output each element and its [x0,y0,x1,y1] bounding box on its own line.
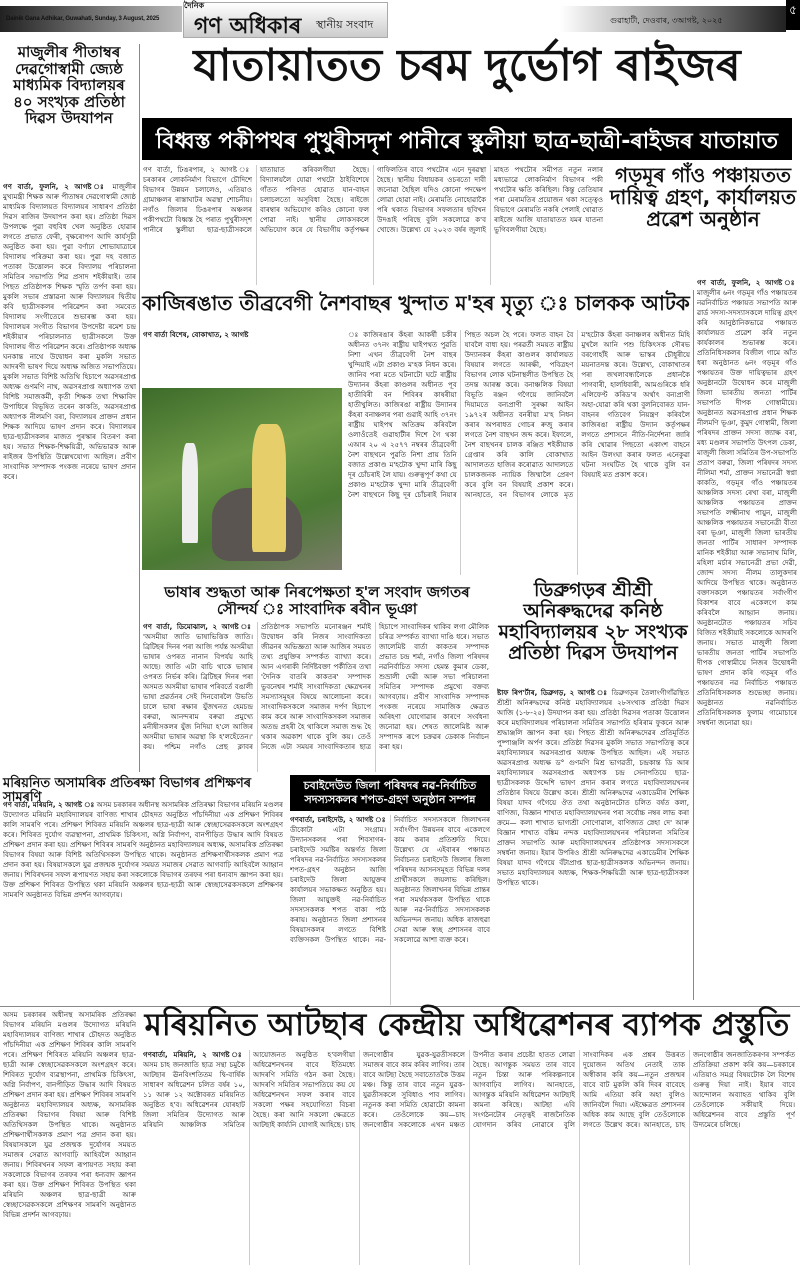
morioni-defence-body [3,800,283,1005]
column-divider [693,290,694,1000]
road-body: গণ বাৰ্তা, ঢিঙৰপাৰ, ২ আগষ্ট ঃ চৰকাৰৰ লোকনিৰ্মাণ বিভাগে চৌদিশে বিভাগৰ উন্নয়ন চলালেও, এতিয়াও গ্ৰামাঞ্চলৰ ৰাস্তাঘাটৰ অৱস্থা শোচনীয়। নগাঁও জিলাৰ ঢিঙৰপাৰ অঞ্চলৰ পকীপথটো বিধ্বস্ত হৈ পৰাত পুখুৰীসদৃশ পানীৰে স্কুলীয়া ছাত্ৰ-ছাত্ৰীসকলে যাতায়াত কৰিবলগীয়া হৈছে। বিদ্যালয়লৈ যোৱা পথটো ঠাইবিশেষে গাঁতত পৰিণত হোৱাত যান-বাহন চলাচলতো অসুবিধা হৈছে। ৰাইজে বাৰম্বাৰ অভিযোগ কৰিও কোনো ফল পোৱা নাই। স্থানীয় লোকসকলে অভিযোগ কৰে যে বিভাগীয় কৰ্তৃপক্ষৰ গাফিলতিৰ বাবে পথটোৰ এনে দুৰৱস্থা হৈছে। স্থানীয় বিধায়কৰ ওচৰতো দাবী জনোৱা হৈছিল যদিও কোনো পদক্ষেপ লোৱা হোৱা নাই। মেৰামতি নোহোৱাকৈ পৰি থকাত বিভাগৰ সফলতাৰ ছবিখন উদঙাই পৰিছে বুলি সকলোৱে ক'ব খোজে। উল্লেখ্য যে ২০২৩ বৰ্ষৰ জুলাই মাহত পথটোৰ সমীপত নতুন নলাৰ মধ্যভাৱে লোকনিৰ্মাণ বিভাগৰ পকী পথটোৰ ক্ষতি কৰিছিল। কিন্তু তেতিয়াৰ পৰা মেৰামতিৰ প্ৰয়োজন থকা সত্ত্বেও বিভাগে মেৰামতি নকৰি পেলাই থোৱাত ৰাইজে আজি যাতায়াতত যমৰ যাতনা ভুগিবলগীয়া হৈছে। [143,166,603,234]
majuli-body [3,182,136,770]
dateline: গণ বাৰ্তা, ফুলনি, ২ আগষ্ট ঃ [3,183,108,191]
morioni-defence-headline: মৰিয়নিত অসামৰিক প্ৰতিৰক্ষা বিভাগৰ প্ৰশিক্ষণৰ সামৰণি [3,776,252,806]
column-divider [139,44,140,772]
page-number: ৫ [786,0,800,30]
dateline: গণ বাৰ্তা বিশেষ, বোকাখাত, ২ আগষ্ট [143,331,249,339]
atsa-body [143,1050,795,1265]
article-text: মাজুলীৰ ৬নং গড়মূৰ গাঁও পঞ্চায়তৰ নৱনিৰ্বাচিত পঞ্চায়ত সভাপতি আৰু ৱাৰ্ড সদস্য-সদস্যাসকলে দায়িত্ব গ্ৰহণ কৰি আনুষ্ঠানিকভাৱে পঞ্চায়ত কাৰ্যালয়ত প্ৰৱেশ কৰি নতুন কাৰ্যকালৰ শুভাৰম্ভ কৰে। প্ৰতিনিধিসকলৰ বিজীল গামে আঁত ধৰা অনুষ্ঠানত ৬নং গড়মূৰ গাঁও পঞ্চায়তৰ উক্ত দায়িত্বভাৰ গ্ৰহণ অনুষ্ঠানটো উদ্বোধন কৰে মাজুলী জিলা ভাৰতীয় জনতা পাৰ্টিৰ সভাপতি দীপক গোস্বামীয়ে। অনুষ্ঠানত অৱসৰপ্ৰাপ্ত প্ৰধান শিক্ষক নীলমণি ভূঞা, কুমুদ গোস্বামী, জিলা পৰিষদৰ প্ৰাক্তন সদস্য জ্যাক্ষ বৰা, মধ্য মণ্ডলৰ সভাপতি উৎপল ডেকা, মাজুলী জিলা সমিতিৰ উপ-সভাপতি প্ৰতাপ বৰুৱা, জিলা পৰিষদৰ সদস্য নীলিমা শৰ্মা, প্ৰাক্তন সভানেত্ৰী স্বপ্না কাকতি, গড়মূৰ গাঁও পঞ্চায়তৰ আঞ্চলিক সদস্য ৰেখা বৰা, মাজুলী আঞ্চলিক পঞ্চায়তৰ প্ৰাক্তন সভাপতি লক্ষ্মীনাথ পায়ুন, মাজুলী আঞ্চলিক পঞ্চায়তৰ সভানেত্ৰী বীতা বৰা ভূঞা, মাজুলী জিলা ভাৰতীয় জনতা পাৰ্টিৰ সাধাৰণ সম্পাদক মানিক শইকীয়া আৰু সভানাথ মিলি, মহিলা মৰ্চাৰ সভানেত্ৰী প্ৰভা দেৱী, জোন্দ সদস্য নীলম তালুকদাৰ আদিয়ে উপস্থিত থাকে। অনুষ্ঠানত বক্তাসকলে পঞ্চায়তৰ সৰ্বাংগীণ বিকাশৰ বাবে একেলগে কাম কৰিবলৈ আহ্বান জনায়। অনুষ্ঠানটোত পঞ্চায়তৰ সচিব বিজিত শইকীয়াই সকলোকে আদৰণি জনায়। সভাত মাজুলী জিলা ভাৰতীয় জনতা পাৰ্টিৰ সভাপতি দীপক গোস্বামীয়ে নিজৰ উদ্বোধনী ভাষণ প্ৰদান কৰি গড়মূৰ গাঁও পঞ্চায়তৰ নৱ নিৰ্বাচিত পঞ্চায়ত প্ৰতিনিধিসকলক শুভেচ্ছা জনায়। অনুষ্ঠানত নৱনিৰ্বাচিত প্ৰতিনিধিসকলক ফুলাম গামোচাৰে সম্বৰ্ধনা জনোৱা হয়। [697,289,797,727]
dibrugarh-body [497,688,689,1000]
bhasha-body [143,622,489,772]
person-shape [252,424,286,551]
article-text: অসম চৰকাৰৰ অধীনস্থ অসামৰিক প্ৰতিৰক্ষা বিভাগৰ মৰিয়নি মণ্ডলৰ উদ্যোগত মৰিয়নি মহাবিদ্যালয়ৰ বাণিজ্য শাখাৰ চৌহদত অনুষ্ঠিত পাঁচদিনীয়া এক প্ৰশিক্ষণ শিবিৰৰ কালি সামৰণি পৰে। প্ৰশিক্ষণ শিবিৰত মৰিয়নি অঞ্চলৰ ছাত্ৰ-ছাত্ৰী আৰু স্বেচ্ছাসেৱকসকলে অংশগ্ৰহণ কৰে। শিবিৰত দুৰ্যোগ ব্যৱস্থাপনা, প্ৰাথমিক চিকিৎসা, অগ্নি নিৰ্বাপণ, বানপীড়িত উদ্ধাৰ আদি বিষয়ত প্ৰশিক্ষণ প্ৰদান কৰা হয়। প্ৰশিক্ষণ শিবিৰৰ সামৰণি অনুষ্ঠানত মহাবিদ্যালয়ৰ অধ্যক্ষ, অসামৰিক প্ৰতিৰক্ষা বিভাগৰ বিষয়া আৰু বিশিষ্ট অতিথিসকল উপস্থিত থাকে। অনুষ্ঠানত প্ৰশিক্ষণাৰ্থীসকলক প্ৰমাণ পত্ৰ প্ৰদান কৰা হয়। বিষয়াসকলে যুৱ প্ৰজন্মক দুৰ্যোগৰ সময়ত সমাজৰ সেৱাত আগবাঢ়ি আহিবলৈ আহ্বান জনায়। শিবিৰখনৰ সফল ৰূপায়ণত সহায় কৰা সকলোকে বিভাগৰ তৰফৰ পৰা ধন্যবাদ জ্ঞাপন কৰা হয়। উক্ত প্ৰশিক্ষণ শিবিৰত উপস্থিত থকা মৰিয়নি অঞ্চলৰ ছাত্ৰ-ছাত্ৰী আৰু স্বেচ্ছাসেৱকসকলে প্ৰশিক্ষণৰ সামৰণি অনুষ্ঠানত বিভিন্ন প্ৰদৰ্শন আগবঢ়ায়। [3,801,283,899]
assamese-dateline: গুৱাহাটী, দেওবাৰ, ৩আগষ্ট, ২০২৫ [560,6,786,32]
main-subheadline: বিধ্বস্ত পকীপথৰ পুখুৰীসদৃশ পানীৰে স্কুলীয়া ছাত্ৰ-ছাত্ৰী-ৰাইজৰ যাতায়াত [142,118,792,160]
garmur-headline: গড়মূৰ গাঁও পঞ্চায়তত দায়িত্ব গ্ৰহণ, কাৰ্যালয়ত প্ৰৱেশ অনুষ্ঠান [610,163,796,231]
bhasha-headline: ভাষাৰ শুদ্ধতা আৰু নিৰপেক্ষতা হ'ল সংবাদ জগতৰ সৌন্দৰ্য ঃ সাংবাদিক ৰবীন ভূঞা [164,583,470,618]
article-text: অসম চাহ জনজাতি ছাত্ৰ সন্থা চমুকৈ আটছাৰ ঊনবিংশতিতম দ্বি-বাৰ্ষিক সাধাৰণ অধিৱেশন চলিত বৰ্ষৰ ১০, ১১ আৰু ১২ অক্টোবৰত মৰিয়নিত অনুষ্ঠিত হ'ব। অধিৱেশনৰ যোৰহাট জিলা সমিতিৰ উদ্যোগত আৰু মৰিয়নি আঞ্চলিক সমিতিৰ আয়োজনত অনুষ্ঠিত হ'বলগীয়া অধিৱেশনখনৰ বাবে ইতিমধ্যে আদৰণি সমিতি গঠন কৰা হৈছে। আদৰণি সমিতিৰ সভাপতিয়ে কয় যে অধিৱেশনখন সফল কৰাৰ বাবে সকলো পক্ষৰ সহযোগিতা বিচৰা হৈছে। কৰা আনি সকলো ক্ষেত্ৰতে আটছাই কাৰ্য্যনি যোগাই আহিছে। চাহ জনগোষ্ঠীৰ যুৱক-যুৱতীসকলে সমাজৰ বাবে কাম কৰিব লাগিব। তাৰ বাবে আটছা হৈছে সবাতোতকৈ উত্তম মঞ্চ। কিন্তু তাৰ বাবে নতুন যুৱক-যুৱতীসকলে সুবিধাও পাব লাগিব। নতুনক কৰা সমিতি হোৱাটো কামনা কৰে। তেওঁলোকে কয়—চাহ জনগোষ্ঠীৰ সকলোকে এখন মঞ্চত উপনীত কৰাৰ প্ৰচেষ্টা হাতত লোৱা হৈছে। আগন্তুক সময়ত তাৰ বাবে নতুন চিন্তা আৰু পৰিকল্পনাৰে আগবাঢ়িব লাগিব। আনহাতে, আগন্তুক মৰিয়নি অধিৱেশন আটছাই কামনা কৰিছে। আটছা এবি সংগঠনটোৰ নেতৃত্বই ৰাজনৈতিক যোগদান কৰিব নোৱাৰে বুলি সাংবাদিকৰ এক প্ৰশ্নৰ উত্তৰত দুয়োজন অতিথ নেতাই তাক অস্বীকাৰ কৰি কয়—নতুন প্ৰজন্মৰ বাবে বাট মুকলি কৰি দিবৰ বাবেহে আমি এতিয়া কৰি অহা বুলিও জানিবলৈ দিয়া। এইক্ষেত্ৰত প্ৰশাসনৰ অধিক কাম আছে বুলি তেওঁলোকে লগতে উল্লেখ কৰে। আনহাতে, চাহ জনগোষ্ঠীৰ জনজাতিকৰণৰ সম্পৰ্কত প্ৰতিক্ৰিয়া প্ৰকাশ কৰি কয়—চৰকাৰে এতিয়াও সমগ্ৰ বিষয়টোক লৈ বিশেষ গুৰুত্ব দিয়া নাই। ইয়াৰ বাবে আন্দোলন অব্যাহত থাকিব বুলি তেওঁলোকে সকীয়াই দিয়ে। অধিৱেশনৰ বাবে প্ৰস্তুতি পূৰ্ণ উদ্যমেৰে চলিছে। [143,1051,795,1129]
dateline: গণ বাৰ্তা, ডিমোঝাল, ২ আগষ্ট ঃ [143,623,253,631]
article-text: ডীকোটা এটা সংগ্ৰাম। উদ্যানসকলৰ পৰা শিবসাগৰ-চৰাইদেউ সমষ্টিৰ অন্তৰ্গত জিলা পৰিষদৰ নৱ-নিৰ্বাচিত সদস্যসকলৰ শপত-গ্ৰহণ অনুষ্ঠান আজি চৰাইদেউ জিলা আয়ুক্তৰ কাৰ্যালয়ৰ সভাকক্ষত অনুষ্ঠিত হয়। জিলা আয়ুক্তই নৱ-নিৰ্বাচিত সদস্যসকলক শপত বাক্য পাঠ কৰায়। অনুষ্ঠানত জিলা প্ৰশাসনৰ বিষয়াসকলৰ লগতে বিশিষ্ট ব্যক্তিসকল উপস্থিত থাকে। নৱ-নিৰ্বাচিত সদস্যসকলে জিলাখনৰ সৰ্বাংগীণ উন্নয়নৰ বাবে একেলগে কাম কৰাৰ প্ৰতিশ্ৰুতি দিয়ে। উল্লেখ্য যে এইবাৰৰ পঞ্চায়ত নিৰ্বাচনত চৰাইদেউ জিলাৰ জিলা পৰিষদৰ আসনসমূহত বিভিন্ন দলৰ প্ৰাৰ্থীসকলে জয়লাভ কৰিছিল। অনুষ্ঠানত জিলাখনৰ বিভিন্ন প্ৰান্তৰ পৰা সমৰ্থকসকল উপস্থিত থাকে আৰু নৱ-নিৰ্বাচিত সদস্যসকলক অভিনন্দন জনায়। অধিক ৰাজহুৱা সেৱা আৰু স্বচ্ছ প্ৰশাসনৰ বাবে সকলোৱে আশা ব্যক্ত কৰে। [290,816,490,944]
masthead-logo[interactable] [183,2,388,38]
kaziranga-dateline-block [143,330,343,385]
dateline: ষ্টাফ ৰিপ'ৰ্টাৰ, ডিব্ৰুগড়, ২ আগষ্ট ঃ [497,689,609,697]
garmur-body [697,278,797,1000]
article-text: 'অসমীয়া জাতি ভাষাভিত্তিক জাতি। ব্ৰিটিছৰ দিনৰ পৰা আজি পৰ্যন্ত অসমীয়া ভাষাৰ ওপৰত নানান বিপৰ্যয় আহি আছে। জাতি এটা বাচি থাকে ভাষাৰ ওপৰত নিৰ্ভৰ কৰি। ব্ৰিটিছৰ দিনৰ পৰা অসমত অসমীয়া ভাষাৰ পৰিবৰ্তে বঙালী ভাষা প্ৰৱৰ্তনৰ সেই দিনবোৰলৈ উভতি চালে ভাষা ৰক্ষাৰ যুঁজখনত হেমচন্দ্ৰ বৰুৱা, আনন্দৰাম বৰুৱা প্ৰমুখ্যে মনীষীসকলৰ যুঁজ নিদিয়া হ'লে আজিৰ অসমীয়া ভাষাৰ অৱস্থা কি হ'লহেঁতেন।' কয়। পশ্চিম নগাঁও প্ৰেছ ক্লাবৰ প্ৰতিষ্ঠাপক সভাপতি মনোৰঞ্জন শৰ্মাই উদ্বোধন কৰি নিজৰ সাংবাদিকতা জীৱনৰ অভিজ্ঞতা আৰু আজিৰ সময়ত তথ্য প্ৰযুক্তিৰ সম্পৰ্কত ব্যাখ্যা কৰে। আন এগৰাকী নিৰ্দিষ্টবক্তা পৰ্কীতিৰ তথা 'দৈনিক বাতৰি কাকতৰ' সম্পাদক ভুবনেশ্বৰ শৰ্মাই সাংবাদিকতা ক্ষেত্ৰখনৰ সমস্যাসমূহৰ বিষয়ে আলোচনা কৰে। সাংবাদিকসকলে সমাজৰ দৰ্পণ হিচাপে কাম কৰে আৰু সাংবাদিকসকল সমাজৰ অতন্দ্ৰ প্ৰহৰী হৈ থাকিলে সমাজ শুদ্ধ হৈ থকাৰ অৱকাশ থাকে বুলি কয়। তেওঁ নিজে এটা সময়ৰ সাংবাদিকতাৰ ছাত্ৰ হিচাপে সাংবাদিকৰ থাকিব লগা মৌলিক চৰিত্ৰ সম্পৰ্কত ব্যাখ্যা দাঙি ধৰে। সভাত জালেমিষ্ট বাৰ্তা কাকতৰ সম্পাদক প্ৰভাত চন্দ্ৰ শৰ্মা, নগাঁও জিলা পৰিষদৰ নৱনিৰ্বাচিত সদস্য হেমন্ত কুমাৰ ডেকা, শুভ্ৰালী দেৱী আৰু সভা পৰিচালনা সমিতিৰ সম্পাদক প্ৰমুখ্যে বক্তব্য আগবঢ়ায়। প্ৰবীণ সাংবাদিক সম্পাদক পংকজ নৰেয়ে সামাজিক ক্ষেত্ৰত অৰিহণা যোগোৱাৰ কাৰণে সংৰ্বধনা জনোৱা হয়। শেষত জালেমিষ্ট আৰু সম্পাদক ৰূপে চক্ৰৱৰ ডেকাক নিৰ্বাচন কৰা হয়। [143,623,489,751]
kaziranga-body: ঃ কাজিৰঙাৰ কঁহৰা আকৰ্ষী চকীৰ অধীনত ৩৭নং ৰাষ্ট্ৰীয় ঘাইপথত পুৱতি নিশা এখন তীব্ৰবেগী নৈশ বাছৰ খুন্দিয়াই এটা প্ৰকাণ্ড ম'হক নিধন কৰে। জানিব পৰা মতে ঘটনাটো ঘটে ৰাষ্ট্ৰীয় উদ্যানৰ কঁহৰা কাণ্ডলৰ অধীনত পূব হাতীবিৰী বন শিবিৰৰ কাষৰীয়া হাতীখুলিত। কাজিৰঙা ৰাষ্ট্ৰীয় উদ্যানৰ কঁহৰা বনাঞ্চলৰ পৰা গুৱাই আহি ৩৭নং ৰাষ্ট্ৰীয় ঘাইপথ অতিক্ৰম কৰিবলৈ ওলাওঁতেই গুৱাহাটীৰ দিশে গৈ থকা এআৰ ২০ এ ২৫৭৭ নম্বৰৰ তীব্ৰবেগী নৈশ বাছখনে পুৱতি নিশা প্ৰায় তিনি বজাত প্ৰকাণ্ড ম'হটোক খুন্দা মাৰি কিছু দূৰ চোঁচৰাই লৈ যায়। গুৰুত্বপূৰ্ণ কথা যে প্ৰকাণ্ড ম'হটোক খুন্দা মাৰি তীব্ৰবেগী নৈশ বাছখনে কিছু দূৰ চোঁচৰাই নিয়াৰ পিছত অচল হৈ পৰে। ফলত বাহন বৈ যাবলৈ বাধ্য হয়। পৰৱৰ্তী সময়ত ৰাষ্ট্ৰীয় উদ্যানকৰ কঁহৰা কাণ্ডলৰ কাৰ্যালয়ত বিষয়াৰ লগতে আৰক্ষী, পবিত্ৰহণ বিভাগৰ লোক ঘটনাস্থলীত উপস্থিত হৈ তদন্ত আৰম্ভ কৰে। বনাঞ্চলিক বিষয়া বিভূতি ৰঞ্জন গগৈয়ে জানিবলৈ দিয়ামতে বন্যপ্ৰাণী সুৰক্ষা আইন ১৯৭২ৰ অধীনত বনৰীয়া ম'হ নিধন কৰাৰ অপৰাধত গোচৰ ৰুজু কৰাৰ লগতে নৈশ বাছখন জব্দ কৰে। ইফালে, নৈশ বাছখনৰ চালক ৰঞ্জিত শইকীয়াক গ্ৰেপ্তাৰ কৰি কালি বোকাখাত আদালতত হাজিৰ কৰোৱাত আদালতে চালকজনক ন্যায়িক জিম্মালৈ প্ৰেৰণ কৰে বুলি বন বিষয়াই প্ৰকাশ কৰে। আনহাতে, বন বিভাগৰ লোকে মৃত ম'হটোক কঁহৰা বনাঞ্চলৰ অধীনত মিহি মুখলৈ আনি পশু চিকিৎসক সৌৰভ বৰগোহাঁই আৰু ভাস্কৰ চৌধুৰীয়ে ময়নাতদন্ত কৰে। উল্লেখ্য, বোকাখাতৰ পৰা জখলাবন্ধালৈকে প্ৰধানকৈ পাগবাৰী, হালধিবাৰী, আমগুৰিকে ধৰি এলিফেণ্ট কৰিড'ৰ অৰ্থাৎ বন্যপ্ৰাণী অহা-যোৱা কৰি থকা বুলনিবোৰত যান-বাহনৰ গতিবেগ নিয়ন্ত্ৰণ কৰিবলৈ কাজিৰঙা ৰাষ্ট্ৰীয় উদ্যান কৰ্তৃপক্ষৰ লগতে প্ৰশাসনে নীতি-নিৰ্দেশনা জাৰি কৰি থোৱাৰ পিছতো একাংশ বাহনে আইন উলংঘা কৰাৰ ফলত এনেকুৱা ঘটনা সংঘটিত হৈ থাকে বুলি বন বিষয়াই মত প্ৰকাশ কৰে। [348,331,690,499]
dibrugarh-headline: ডিব্ৰুগড়ৰ শ্ৰীশ্ৰী অনিৰুদ্ধদেৱ কনিষ্ঠ মহাবিদ্যালয়ৰ ২৮ সংখ্যক প্ৰতিষ্ঠা দিৱস উদযাপন [498,579,688,664]
article-text: ডিব্ৰুগড়ৰ তৈলাংগীগাঁৱস্থিত শ্ৰীশ্ৰী অনিৰুদ্ধদেৱ কনিষ্ঠ মহাবিদ্যালয়ৰ ২৮সংখ্যক প্ৰতিষ্ঠা দিৱস আজি (১-৮-২৫) উদযাপন কৰা হয়। প্ৰতিষ্ঠা দিৱসৰ পতাকা উত্তোলন কৰে মহাবিদ্যালয়ৰ পৰিচালনা সমিতিৰ সভাপতি হৰিৰাম ফুকনে আৰু শ্ৰদ্ধাঞ্জলি জ্ঞাপন কৰা হয়। পিছত শ্ৰীশ্ৰী অনিৰুদ্ধদেৱৰ প্ৰতিমূৰ্তিত পুষ্পাঞ্জলি অৰ্পণ কৰে। প্ৰতিষ্ঠা দিৱসৰ মুকলি সভাত সভাপতিত্ব কৰে মহাবিদ্যালয়ৰ অৱসৰপ্ৰাপ্ত অধ্যক্ষ উপস্থিত আছিল। এই সভাত অৱসৰপ্ৰাপ্ত অধ্যক্ষ ড° গুণমণি মিশ্ৰ ভাগৱতী, চন্দ্ৰকান্ত ডি আৰ মহাবিদ্যালয়ৰ অৱসৰপ্ৰাপ্ত অধ্যাপক চন্দ্ৰ সেনাপতিয়ে ছাত্ৰ-ছাত্ৰীসকলক উদ্দেশি ভাষণ প্ৰদান কৰাৰ লগতে মহাবিদ্যালয়খনৰ প্ৰতিষ্ঠাৰ বিষয়ে উল্লেখ কৰে। শ্ৰীশ্ৰী অনিৰুদ্ধদেৱ একাডেমীৰ শৈক্ষিক বিষয়া যাদব গগৈয়ে ঔত তথা অনুষ্ঠানটোত চলিত বৰ্ষত কলা, বাণিজ্য, বিজ্ঞান শাখাত মহাবিদ্যালয়খনৰ পৰা সৰ্বোচ্চ নম্বৰ লাভ কৰা ক্ৰমে— কলা শাখাত ভাগ্যশ্ৰী সোণোৱাল, বাণিজ্যত স্নেহা দে' আৰু বিজ্ঞান শাখাত বঙ্কিম নন্দক মহাবিদ্যালয়খনৰ পৰিচালনা সমিতিৰ প্ৰাক্তন সভাপতি আৰু মহাবিদ্যালয়খনৰ প্ৰতিষ্ঠাপক সদস্যসকলে সম্বৰ্ধনা জনায়। ইয়াৰ উপৰিও শ্ৰীশ্ৰী অনিৰুদ্ধদেৱ একাডেমীৰ শৈক্ষিক বিষয়া যাদব গগৈয়ে বঁটাপ্ৰাপ্ত ছাত্ৰ-ছাত্ৰীসকলক অভিনন্দন জনায়। সভাত মহাবিদ্যালয়ৰ অধ্যক্ষ, শিক্ষক-শিক্ষয়িত্ৰী আৰু ছাত্ৰ-ছাত্ৰীসকল উপস্থিত থাকে। [497,689,689,887]
atsa-headline: মৰিয়নিত আটছাৰ কেন্দ্ৰীয় অধিৱেশনৰ ব্যাপক প্ৰস্তুতি [144,1007,790,1043]
majuli-headline: মাজুলীৰ পীতাম্বৰ দেৱগোস্বামী জ্যেষ্ঠ মাধ্যমিক বিদ্যালয়ৰ ৪০ সংখ্যক প্ৰতিষ্ঠা দিৱস উদযাপন [13,43,125,127]
kaziranga-headline: কাজিৰঙাত তীব্ৰবেগী নৈশবাছৰ খুন্দাত ম'হৰ মৃত্যু ঃ চালকক আটক [142,291,690,315]
chabua-headline: চবাইদেউত জিলা পৰিষদৰ নৱ-নিৰ্বাচিত সদস্যসকলৰ শপত-গ্ৰহণ অনুষ্ঠান সম্পন্ন [290,775,490,811]
dateline: গণ বাৰ্তা, মৰিয়নি, ২ আগষ্ট ঃ [3,801,95,809]
dateline: গণবাৰ্তা, মৰিয়নি, ২ আগষ্ট ঃ [143,1051,245,1059]
article-text: মাজুলীৰ মুখ্যমন্ত্ৰী শিক্ষক আৰু পীতাম্বৰ দেৱগোস্বামী জ্যেষ্ঠ মাধ্যমিক বিদ্যালয়ত বিদ্যালয়ৰ সাধাৰণ প্ৰতিষ্ঠা দিৱস ৰাজিৰ উদযাপন কৰা হয়। প্ৰতিষ্ঠা দিৱস উপলক্ষে পুৱা বহুবিধ খেল অনুষ্ঠিত হোৱাৰ লগতে প্ৰভাত ফেৰী, বৃক্ষৰোপণ আদি কাৰ্যসূচী অনুষ্ঠিত কৰা হয়। পুৱা বৰ্ণাঢ্য শোভাযাত্ৰাৰে বিদ্যালয় পৰিক্ৰমা কৰা হয়। পুৱা দহ বজাত পতাকা উত্তোলন কৰে বিদ্যালয় পৰিচালনা সমিতিৰ সভাপতি শিৱ প্ৰসাদ শইকীয়াই। তাৰ পিছত প্ৰতিষ্ঠাপক শিক্ষক স্মৃতি তৰ্পণ কৰা হয়। মুকলি সভাৰ প্ৰস্তাৱনা আৰু বিদ্যালয়ৰ দ্বিতীয় কবি ছাত্ৰীসকলৰ পৰিৱেশন কৰা সমবেত বিদ্যালয় সংগীতেৰে শুভাৰম্ভ কৰা হয়। বিদ্যালয়ৰ সংগীত বিভাগৰ উপদেষ্টা ৰমেশ চন্দ্ৰ শইকীয়াৰ পৰিচালনাত ছাত্ৰীসকলে উক্ত বিদ্যালয় গীত পৰিৱেশন কৰে। প্ৰতিষ্ঠাপক অধ্যক্ষ ঘনকান্ত নাথে উদ্বোধন কৰা মুকলি সভাত আদৰণী ভাষণ দিয়ে অধ্যক্ষ অজিত সভাপতিয়ে। মুকলি সভাত বিশিষ্ট অতিথি হিচাপে অৱসৰপ্ৰাপ্ত অধ্যক্ষ গুণমণি নাথ, অৱসৰপ্ৰাপ্ত অধ্যাপক তথা বিশিষ্ট সমাজকৰ্মী, কৃতী শিক্ষক তথা শিক্ষাবিদ উপাধিৰে বিভূষিত তৰেন কাকতি, অৱসৰপ্ৰাপ্ত অধ্যাপক নীলমণি বৰা, বিদ্যালয়ৰ প্ৰাক্তন প্ৰধান শিক্ষক আদিয়ে ভাষণ প্ৰদান কৰে। বিদ্যালয়ৰ ছাত্ৰ-ছাত্ৰীসকলৰ মাজত পুৰস্কাৰ বিতৰণ কৰা হয়। সভাত শিক্ষক-শিক্ষয়িত্ৰী, অভিভাৱক আৰু ৰাইজৰ উপস্থিতি উল্লেখযোগ্য আছিল। প্ৰবীণ সাংবাদিক সম্পাদক পংকজ নৰেয়ে ভাষণ প্ৰদান কৰে। [3,183,136,481]
left-column-continuation: অসম চৰকাৰৰ অধীনস্থ অসামৰিক প্ৰতিৰক্ষা বিভাগৰ মৰিয়নি মণ্ডলৰ উদ্যোগত মৰিয়নি মহাবিদ্যালয়ৰ বাণিজ্য শাখাৰ চৌহদত অনুষ্ঠিত পাঁচদিনীয়া এক প্ৰশিক্ষণ শিবিৰৰ কালি সামৰণি পৰে। প্ৰশিক্ষণ শিবিৰত মৰিয়নি অঞ্চলৰ ছাত্ৰ-ছাত্ৰী আৰু স্বেচ্ছাসেৱকসকলে অংশগ্ৰহণ কৰে। শিবিৰত দুৰ্যোগ ব্যৱস্থাপনা, প্ৰাথমিক চিকিৎসা, অগ্নি নিৰ্বাপণ, বানপীড়িত উদ্ধাৰ আদি বিষয়ত প্ৰশিক্ষণ প্ৰদান কৰা হয়। প্ৰশিক্ষণ শিবিৰৰ সামৰণি অনুষ্ঠানত মহাবিদ্যালয়ৰ অধ্যক্ষ, অসামৰিক প্ৰতিৰক্ষা বিভাগৰ বিষয়া আৰু বিশিষ্ট অতিথিসকল উপস্থিত থাকে। অনুষ্ঠানত প্ৰশিক্ষণাৰ্থীসকলক প্ৰমাণ পত্ৰ প্ৰদান কৰা হয়। বিষয়াসকলে যুৱ প্ৰজন্মক দুৰ্যোগৰ সময়ত সমাজৰ সেৱাত আগবাঢ়ি আহিবলৈ আহ্বান জনায়। শিবিৰখনৰ সফল ৰূপায়ণত সহায় কৰা সকলোকে বিভাগৰ তৰফৰ পৰা ধন্যবাদ জ্ঞাপন কৰা হয়। উক্ত প্ৰশিক্ষণ শিবিৰত উপস্থিত থকা মৰিয়নি অঞ্চলৰ ছাত্ৰ-ছাত্ৰী আৰু স্বেচ্ছাসেৱকসকলে প্ৰশিক্ষণৰ সামৰণি অনুষ্ঠানত বিভিন্ন প্ৰদৰ্শন আগবঢ়ায়। [3,1011,136,1219]
chabua-body [290,815,490,1005]
main-headline: যাতায়াতত চৰম দুৰ্ভোগ ৰাইজৰ [193,40,741,91]
person-shape [182,443,198,543]
buffalo-accident-photo [142,388,342,570]
dateline: গণবাৰ্তা, চৰাইদেউ, ২ আগষ্ট ঃ [290,816,386,824]
dateline: গণ বাৰ্তা, ফুলনি, ২ আগষ্ট ঃ [697,279,797,287]
logo-small-text: দৈনিক [184,1,205,10]
english-dateline: Dainik Gana Adhikar, Guwahati, Sunday, 3 August, 2025 [0,6,182,32]
section-label: স্থানীয় সংবাদ [316,18,374,31]
logo-text: গণ অধিকাৰ [194,14,302,39]
